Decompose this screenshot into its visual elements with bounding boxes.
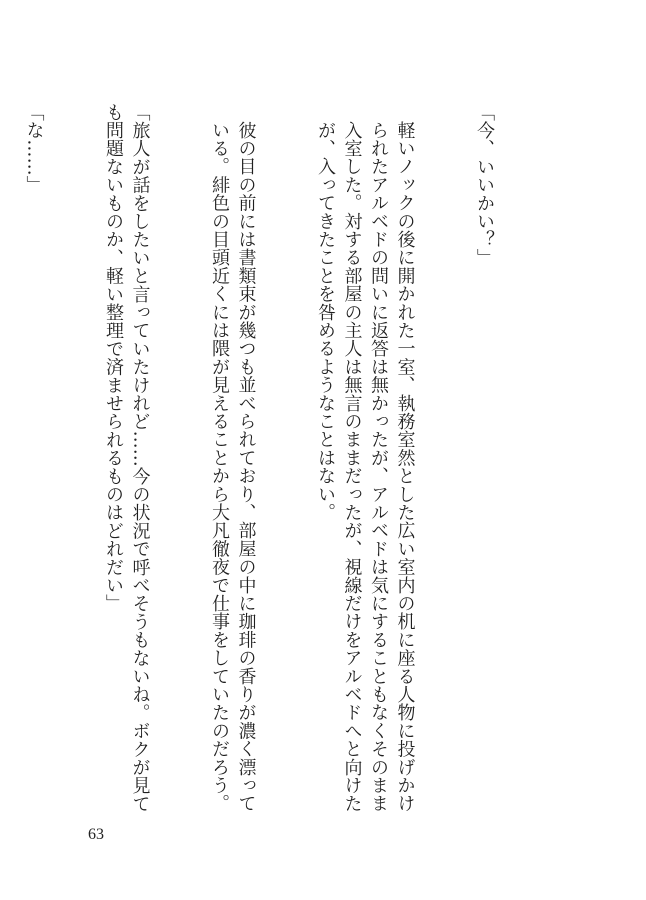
- page-number: 63: [88, 826, 104, 843]
- paragraph-1: 「今、いいかい？」: [474, 103, 495, 267]
- paragraph-3: 彼の目の前には書類束が幾つも並べられており、部屋の中に珈琲の香りが濃く漂っている。緋色の目頭近くには隈が見えることから大凡徹夜で仕事をしていたのだろう。: [209, 121, 257, 813]
- paragraph-2: 軽いノックの後に開かれた一室、執務室然とした広い室内の机に座る人物に投げかけられたアルベドの問いに返答は無かったが、アルベドは気にすることもなくそのまま入室した。対する部屋の主人は無言のままだったが、視線だけをアルベドへと向けたが、入ってきたことを咎めるようなことはない。: [315, 121, 416, 813]
- paragraph-4: 「旅人が話をしたいと言っていたけれど……今の状況で呼べそうもないね。ボクが見ても問題ないものか、軽い整理で済ませられるものはどれだい」: [103, 103, 151, 813]
- vertical-text-body: [0, 103, 550, 813]
- paragraph-5: 「な……」: [23, 103, 45, 194]
